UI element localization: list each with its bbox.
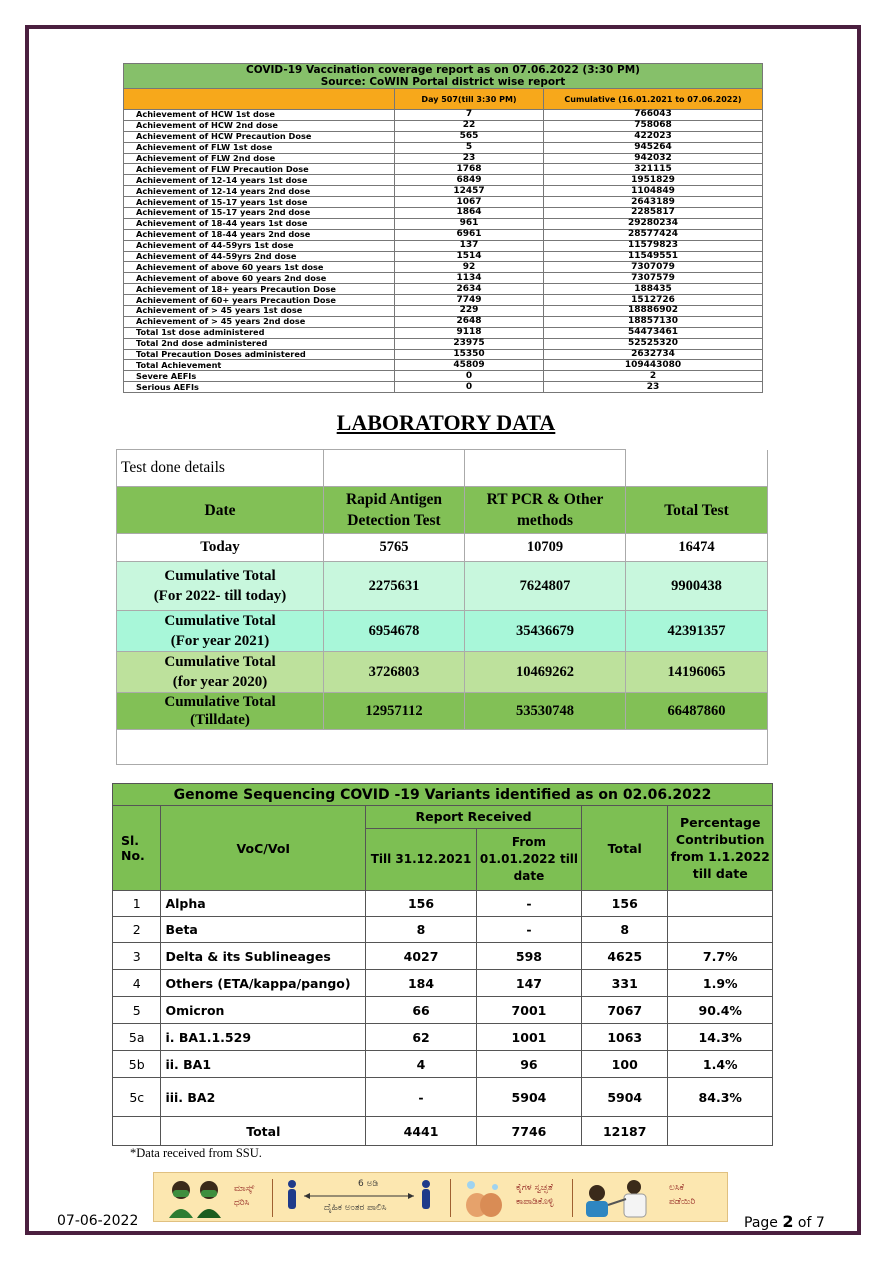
genome-cell-slno: 5c xyxy=(113,1078,161,1117)
genome-header-total: Total xyxy=(581,806,668,891)
covid-appropriate-behaviour-banner xyxy=(153,1172,728,1222)
vaccination-row-day: 1514 xyxy=(395,251,544,262)
genome-cell-percentage xyxy=(668,891,773,917)
genome-header-percentage: Percentage Contribution from 1.1.2022 till date xyxy=(668,806,773,891)
vaccination-row xyxy=(124,273,763,284)
vaccination-row-label: Total 2nd dose administered xyxy=(124,338,395,349)
vaccination-row xyxy=(124,240,763,251)
vaccination-row-day: 2634 xyxy=(395,284,544,295)
vaccination-row-cumulative: 1512726 xyxy=(544,295,763,306)
vaccination-row-cumulative: 109443080 xyxy=(544,360,763,371)
lab-cell-rtpcr: 35436679 xyxy=(465,611,626,652)
vaccination-row-label: Achievement of > 45 years 1st dose xyxy=(124,306,395,317)
vaccination-row-day: 229 xyxy=(395,306,544,317)
vaccination-row-cumulative: 11549551 xyxy=(544,251,763,262)
genome-header-slno: Sl. No. xyxy=(113,806,161,891)
detail-blank-1 xyxy=(324,450,465,487)
vaccination-row-label: Achievement of 12-14 years 2nd dose xyxy=(124,186,395,197)
vaccination-row-label: Achievement of HCW 1st dose xyxy=(124,110,395,121)
genome-cell-till: 4 xyxy=(366,1051,477,1078)
lab-blank-row xyxy=(117,730,768,765)
genome-total-pct xyxy=(668,1117,773,1146)
genome-cell-total: 5904 xyxy=(581,1078,668,1117)
laboratory-table xyxy=(116,449,768,765)
genome-cell-variant: Others (ETA/kappa/pango) xyxy=(161,970,366,997)
vaccination-row-cumulative: 1951829 xyxy=(544,175,763,186)
genome-cell-total: 156 xyxy=(581,891,668,917)
vaccination-row xyxy=(124,142,763,153)
vaccination-row-day: 6849 xyxy=(395,175,544,186)
vaccination-header-blank xyxy=(124,89,395,110)
vaccination-row-label: Achievement of above 60 years 2nd dose xyxy=(124,273,395,284)
lab-cell-total: 16474 xyxy=(626,534,768,562)
vaccination-row-cumulative: 2 xyxy=(544,371,763,382)
vaccination-row-day: 565 xyxy=(395,131,544,142)
vaccination-row-day: 2648 xyxy=(395,316,544,327)
genome-cell-total: 100 xyxy=(581,1051,668,1078)
genome-cell-till: 66 xyxy=(366,997,477,1024)
genome-row xyxy=(113,970,773,997)
vaccination-row-day: 12457 xyxy=(395,186,544,197)
lab-cell-rtpcr: 53530748 xyxy=(465,693,626,730)
genome-cell-from: 96 xyxy=(476,1051,581,1078)
vaccination-row-day: 23 xyxy=(395,153,544,164)
genome-cell-from: - xyxy=(476,891,581,917)
vaccination-row-label: Achievement of FLW Precaution Dose xyxy=(124,164,395,175)
vaccination-row-cumulative: 7307579 xyxy=(544,273,763,284)
vaccination-row xyxy=(124,349,763,360)
vaccination-row-cumulative: 321115 xyxy=(544,164,763,175)
genome-cell-slno: 5 xyxy=(113,997,161,1024)
lab-cell-rat: 12957112 xyxy=(324,693,465,730)
vaccination-row xyxy=(124,120,763,131)
genome-cell-till: 156 xyxy=(366,891,477,917)
lab-row-label: Cumulative Total (For 2022- till today) xyxy=(117,562,324,611)
vaccination-row-cumulative: 188435 xyxy=(544,284,763,295)
genome-cell-slno: 2 xyxy=(113,917,161,943)
lab-row-label: Cumulative Total (Tilldate) xyxy=(117,693,324,730)
vaccination-row-cumulative: 18886902 xyxy=(544,306,763,317)
genome-cell-from: 147 xyxy=(476,970,581,997)
vaccination-table xyxy=(123,63,763,393)
genome-total-blank xyxy=(113,1117,161,1146)
genome-cell-from: 5904 xyxy=(476,1078,581,1117)
genome-cell-slno: 4 xyxy=(113,970,161,997)
vaccination-row-day: 92 xyxy=(395,262,544,273)
lab-cell-total: 66487860 xyxy=(626,693,768,730)
vaccination-row-day: 1768 xyxy=(395,164,544,175)
hand-wash-icon xyxy=(459,1177,507,1219)
page-number: Page 2 of 7 xyxy=(744,1212,825,1231)
vaccination-row xyxy=(124,382,763,393)
vaccination-row-day: 961 xyxy=(395,218,544,229)
vaccination-title: COVID-19 Vaccination coverage report as on 07.06.2022 (3:30 PM) xyxy=(124,64,763,77)
vaccination-row-day: 22 xyxy=(395,120,544,131)
genome-cell-total: 8 xyxy=(581,917,668,943)
mask-text: ಮಾಸ್ಕ್ ಧರಿಸಿ xyxy=(234,1184,255,1208)
vaccination-row xyxy=(124,338,763,349)
vaccination-row-cumulative: 54473461 xyxy=(544,327,763,338)
vaccination-row-label: Achievement of 15-17 years 2nd dose xyxy=(124,208,395,219)
vaccination-row-label: Achievement of > 45 years 2nd dose xyxy=(124,316,395,327)
vaccination-row-label: Total Achievement xyxy=(124,360,395,371)
mask-people-icon xyxy=(166,1178,226,1218)
vaccination-header-cumulative: Cumulative (16.01.2021 to 07.06.2022) xyxy=(544,89,763,110)
lab-header-rat: Rapid Antigen Detection Test xyxy=(324,487,465,534)
vaccination-row xyxy=(124,371,763,382)
vaccination-row xyxy=(124,316,763,327)
lab-cell-rtpcr: 7624807 xyxy=(465,562,626,611)
vaccination-row-label: Achievement of 18+ years Precaution Dose xyxy=(124,284,395,295)
vaccination-row xyxy=(124,208,763,219)
genome-header-voc: VoC/VoI xyxy=(161,806,366,891)
genome-cell-till: 62 xyxy=(366,1024,477,1051)
detail-blank-3 xyxy=(626,450,768,487)
genome-header-from: From 01.01.2022 till date xyxy=(476,828,581,890)
vaccination-row-label: Achievement of HCW Precaution Dose xyxy=(124,131,395,142)
vaccination-row-label: Achievement of above 60 years 1st dose xyxy=(124,262,395,273)
genome-row xyxy=(113,891,773,917)
vaccination-row xyxy=(124,197,763,208)
lab-cell-total: 14196065 xyxy=(626,652,768,693)
genome-cell-till: 8 xyxy=(366,917,477,943)
genome-table xyxy=(112,783,773,1146)
genome-cell-variant: Omicron xyxy=(161,997,366,1024)
genome-header-till: Till 31.12.2021 xyxy=(366,828,477,890)
vaccination-row-cumulative: 23 xyxy=(544,382,763,393)
vaccination-row-label: Achievement of 12-14 years 1st dose xyxy=(124,175,395,186)
vaccination-row-day: 1864 xyxy=(395,208,544,219)
lab-cell-total: 9900438 xyxy=(626,562,768,611)
genome-cell-till: 4027 xyxy=(366,943,477,970)
vaccination-row-day: 23975 xyxy=(395,338,544,349)
lab-header-total: Total Test xyxy=(626,487,768,534)
vaccination-row-day: 1134 xyxy=(395,273,544,284)
genome-cell-variant: Alpha xyxy=(161,891,366,917)
genome-cell-till: 184 xyxy=(366,970,477,997)
vaccination-row-cumulative: 758068 xyxy=(544,120,763,131)
vaccination-row-day: 1067 xyxy=(395,197,544,208)
vaccination-row-day: 7749 xyxy=(395,295,544,306)
lab-cell-rat: 5765 xyxy=(324,534,465,562)
vaccination-row xyxy=(124,175,763,186)
genome-cell-variant: ii. BA1 xyxy=(161,1051,366,1078)
genome-cell-total: 7067 xyxy=(581,997,668,1024)
genome-cell-total: 1063 xyxy=(581,1024,668,1051)
genome-row xyxy=(113,1051,773,1078)
genome-cell-percentage: 1.4% xyxy=(668,1051,773,1078)
vaccination-row-cumulative: 422023 xyxy=(544,131,763,142)
vaccination-row-day: 6961 xyxy=(395,229,544,240)
genome-cell-slno: 3 xyxy=(113,943,161,970)
genome-cell-percentage xyxy=(668,917,773,943)
genome-title: Genome Sequencing COVID -19 Variants identified as on 02.06.2022 xyxy=(113,784,773,806)
genome-cell-percentage: 14.3% xyxy=(668,1024,773,1051)
vaccination-row-label: Achievement of FLW 1st dose xyxy=(124,142,395,153)
laboratory-heading: LABORATORY DATA xyxy=(336,410,556,435)
vaccination-row-day: 0 xyxy=(395,371,544,382)
genome-cell-from: 7001 xyxy=(476,997,581,1024)
test-done-details-label: Test done details xyxy=(117,450,324,487)
vaccination-row-label: Achievement of 18-44 years 1st dose xyxy=(124,218,395,229)
genome-row xyxy=(113,917,773,943)
vaccination-row-cumulative: 1104849 xyxy=(544,186,763,197)
genome-row xyxy=(113,1078,773,1117)
vaccination-row xyxy=(124,295,763,306)
genome-total-from: 7746 xyxy=(476,1117,581,1146)
genome-cell-total: 331 xyxy=(581,970,668,997)
vaccination-row-label: Achievement of 44-59yrs 1st dose xyxy=(124,240,395,251)
lab-cell-rat: 2275631 xyxy=(324,562,465,611)
lab-row-label: Today xyxy=(117,534,324,562)
vaccination-row-label: Achievement of HCW 2nd dose xyxy=(124,120,395,131)
vaccination-row-label: Achievement of 44-59yrs 2nd dose xyxy=(124,251,395,262)
genome-cell-slno: 5a xyxy=(113,1024,161,1051)
vaccination-row-cumulative: 766043 xyxy=(544,110,763,121)
genome-cell-variant: Beta xyxy=(161,917,366,943)
genome-cell-from: 598 xyxy=(476,943,581,970)
genome-cell-variant: Delta & its Sublineages xyxy=(161,943,366,970)
vaccination-row xyxy=(124,131,763,142)
vaccination-row xyxy=(124,262,763,273)
genome-cell-from: - xyxy=(476,917,581,943)
footer-date: 07-06-2022 xyxy=(57,1213,139,1229)
vaccination-row-label: Serious AEFIs xyxy=(124,382,395,393)
vaccination-header-day: Day 507(till 3:30 PM) xyxy=(395,89,544,110)
vaccination-row xyxy=(124,218,763,229)
genome-cell-percentage: 90.4% xyxy=(668,997,773,1024)
vaccination-source: Source: CoWIN Portal district wise report xyxy=(124,76,763,89)
vaccination-row-cumulative: 28577424 xyxy=(544,229,763,240)
vaccination-icon xyxy=(582,1177,656,1219)
vaccination-row-cumulative: 18857130 xyxy=(544,316,763,327)
vaccination-row-label: Achievement of 15-17 years 1st dose xyxy=(124,197,395,208)
distance-bottom-text: ದೈಹಿಕ ಅಂತರ ಪಾಲಿಸಿ xyxy=(324,1203,387,1213)
vaccination-row-cumulative: 7307079 xyxy=(544,262,763,273)
vaccination-row-cumulative: 2285817 xyxy=(544,208,763,219)
vaccination-row-label: Total Precaution Doses administered xyxy=(124,349,395,360)
genome-cell-total: 4625 xyxy=(581,943,668,970)
hands-text: ಕೈಗಳ ಸ್ವಚ್ಛತೆ ಕಾಪಾಡಿಕೊಳ್ಳಿ xyxy=(516,1183,554,1207)
vaccine-text: ಲಸಿಕೆ ಪಡೆಯಿರಿ xyxy=(669,1183,696,1207)
lab-row-label: Cumulative Total (for year 2020) xyxy=(117,652,324,693)
vaccination-row-label: Achievement of 18-44 years 2nd dose xyxy=(124,229,395,240)
data-source-note: *Data received from SSU. xyxy=(130,1146,262,1160)
banner-divider xyxy=(572,1179,573,1217)
vaccination-row-cumulative: 945264 xyxy=(544,142,763,153)
vaccination-row xyxy=(124,284,763,295)
vaccination-row-cumulative: 52525320 xyxy=(544,338,763,349)
lab-cell-rat: 6954678 xyxy=(324,611,465,652)
lab-cell-total: 42391357 xyxy=(626,611,768,652)
vaccination-row xyxy=(124,327,763,338)
vaccination-row xyxy=(124,306,763,317)
vaccination-row-label: Achievement of 60+ years Precaution Dose xyxy=(124,295,395,306)
vaccination-row-day: 15350 xyxy=(395,349,544,360)
vaccination-row xyxy=(124,186,763,197)
vaccination-row-cumulative: 29280234 xyxy=(544,218,763,229)
genome-cell-till: - xyxy=(366,1078,477,1117)
distance-top-text: 6 ಅಡಿ xyxy=(358,1179,379,1189)
vaccination-row-cumulative: 2643189 xyxy=(544,197,763,208)
genome-cell-variant: iii. BA2 xyxy=(161,1078,366,1117)
vaccination-row-day: 0 xyxy=(395,382,544,393)
vaccination-row xyxy=(124,110,763,121)
vaccination-row xyxy=(124,251,763,262)
vaccination-row-day: 7 xyxy=(395,110,544,121)
genome-row xyxy=(113,997,773,1024)
genome-cell-slno: 5b xyxy=(113,1051,161,1078)
genome-cell-percentage: 7.7% xyxy=(668,943,773,970)
detail-blank-2 xyxy=(465,450,626,487)
vaccination-row-day: 45809 xyxy=(395,360,544,371)
lab-row-label: Cumulative Total (For year 2021) xyxy=(117,611,324,652)
vaccination-row xyxy=(124,153,763,164)
lab-cell-rat: 3726803 xyxy=(324,652,465,693)
lab-cell-rtpcr: 10709 xyxy=(465,534,626,562)
vaccination-row-day: 5 xyxy=(395,142,544,153)
genome-cell-slno: 1 xyxy=(113,891,161,917)
vaccination-row-cumulative: 2632734 xyxy=(544,349,763,360)
vaccination-row-label: Achievement of FLW 2nd dose xyxy=(124,153,395,164)
vaccination-row-cumulative: 942032 xyxy=(544,153,763,164)
genome-total-till: 4441 xyxy=(366,1117,477,1146)
vaccination-row xyxy=(124,164,763,175)
genome-row xyxy=(113,1024,773,1051)
lab-cell-rtpcr: 10469262 xyxy=(465,652,626,693)
vaccination-row-cumulative: 11579823 xyxy=(544,240,763,251)
vaccination-row-day: 9118 xyxy=(395,327,544,338)
genome-cell-from: 1001 xyxy=(476,1024,581,1051)
genome-header-report: Report Received xyxy=(366,806,582,829)
genome-cell-variant: i. BA1.1.529 xyxy=(161,1024,366,1051)
genome-row xyxy=(113,943,773,970)
vaccination-row xyxy=(124,229,763,240)
lab-header-date: Date xyxy=(117,487,324,534)
vaccination-row-day: 137 xyxy=(395,240,544,251)
lab-header-rtpcr: RT PCR & Other methods xyxy=(465,487,626,534)
genome-cell-percentage: 1.9% xyxy=(668,970,773,997)
banner-divider xyxy=(450,1179,451,1217)
vaccination-row-label: Total 1st dose administered xyxy=(124,327,395,338)
genome-total-total: 12187 xyxy=(581,1117,668,1146)
genome-total-label: Total xyxy=(161,1117,366,1146)
banner-divider xyxy=(272,1179,273,1217)
vaccination-row xyxy=(124,360,763,371)
genome-cell-percentage: 84.3% xyxy=(668,1078,773,1117)
vaccination-row-label: Severe AEFIs xyxy=(124,371,395,382)
